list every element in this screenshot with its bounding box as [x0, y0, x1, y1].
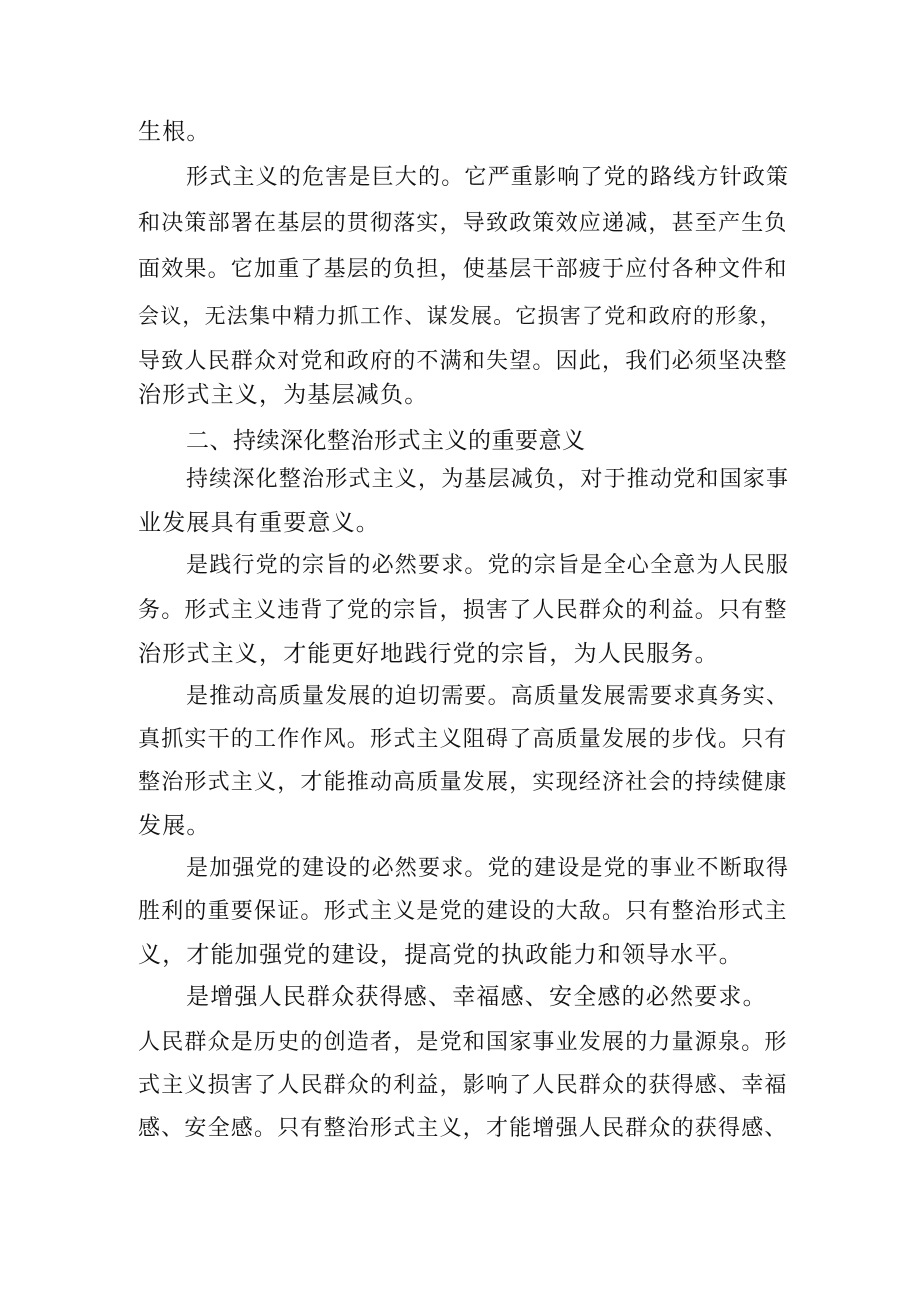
- text-line: 是推动高质量发展的迫切需要。高质量发展需要求真务实、: [186, 684, 790, 709]
- text-line: 义，才能加强党的建设，提高党的执政能力和领导水平。: [138, 942, 743, 968]
- text-line: 式主义损害了人民群众的利益，影响了人民群众的获得感、幸福: [138, 1073, 788, 1098]
- text-line: 是增强人民群众获得感、幸福感、安全感的必然要求。: [186, 984, 767, 1010]
- text-line: 导致人民群众对党和政府的不满和失望。因此，我们必须坚决整: [138, 349, 788, 374]
- text-line: 持续深化整治形式主义，为基层减负，对于推动党和国家事: [186, 467, 790, 492]
- text-line: 整治形式主义，才能推动高质量发展，实现经济社会的持续健康: [138, 770, 788, 795]
- text-line: 生根。: [138, 119, 211, 145]
- text-line: 是践行党的宗旨的必然要求。党的宗旨是全心全意为人民服: [186, 553, 790, 578]
- text-line: 人民群众是历史的创造者，是党和国家事业发展的力量源泉。形: [138, 1030, 788, 1055]
- text-line: 治形式主义，为基层减负。: [138, 382, 429, 408]
- text-line: 发展。: [138, 813, 211, 839]
- text-line: 务。形式主义违背了党的宗旨，损害了人民群众的利益。只有整: [138, 598, 788, 623]
- section-heading: 二、持续深化整治形式主义的重要意义: [186, 428, 586, 454]
- text-line: 感、安全感。只有整治形式主义，才能增强人民群众的获得感、: [138, 1116, 788, 1141]
- text-line: 业发展具有重要意义。: [138, 510, 380, 536]
- text-line: 胜利的重要保证。形式主义是党的建设的大敌。只有整治形式主: [138, 899, 788, 924]
- text-line: 形式主义的危害是巨大的。它严重影响了党的路线方针政策: [186, 165, 790, 190]
- text-line: 真抓实干的工作作风。形式主义阻碍了高质量发展的步伐。只有: [138, 727, 788, 752]
- text-line: 会议，无法集中精力抓工作、谋发展。它损害了党和政府的形象，: [138, 304, 782, 328]
- text-line: 治形式主义，才能更好地践行党的宗旨，为人民服务。: [138, 641, 719, 667]
- text-line: 是加强党的建设的必然要求。党的建设是党的事业不断取得: [186, 856, 790, 881]
- text-line: 面效果。它加重了基层的负担，使基层干部疲于应付各种文件和: [138, 257, 788, 282]
- text-line: 和决策部署在基层的贯彻落实，导致政策效应递减，甚至产生负: [138, 211, 788, 236]
